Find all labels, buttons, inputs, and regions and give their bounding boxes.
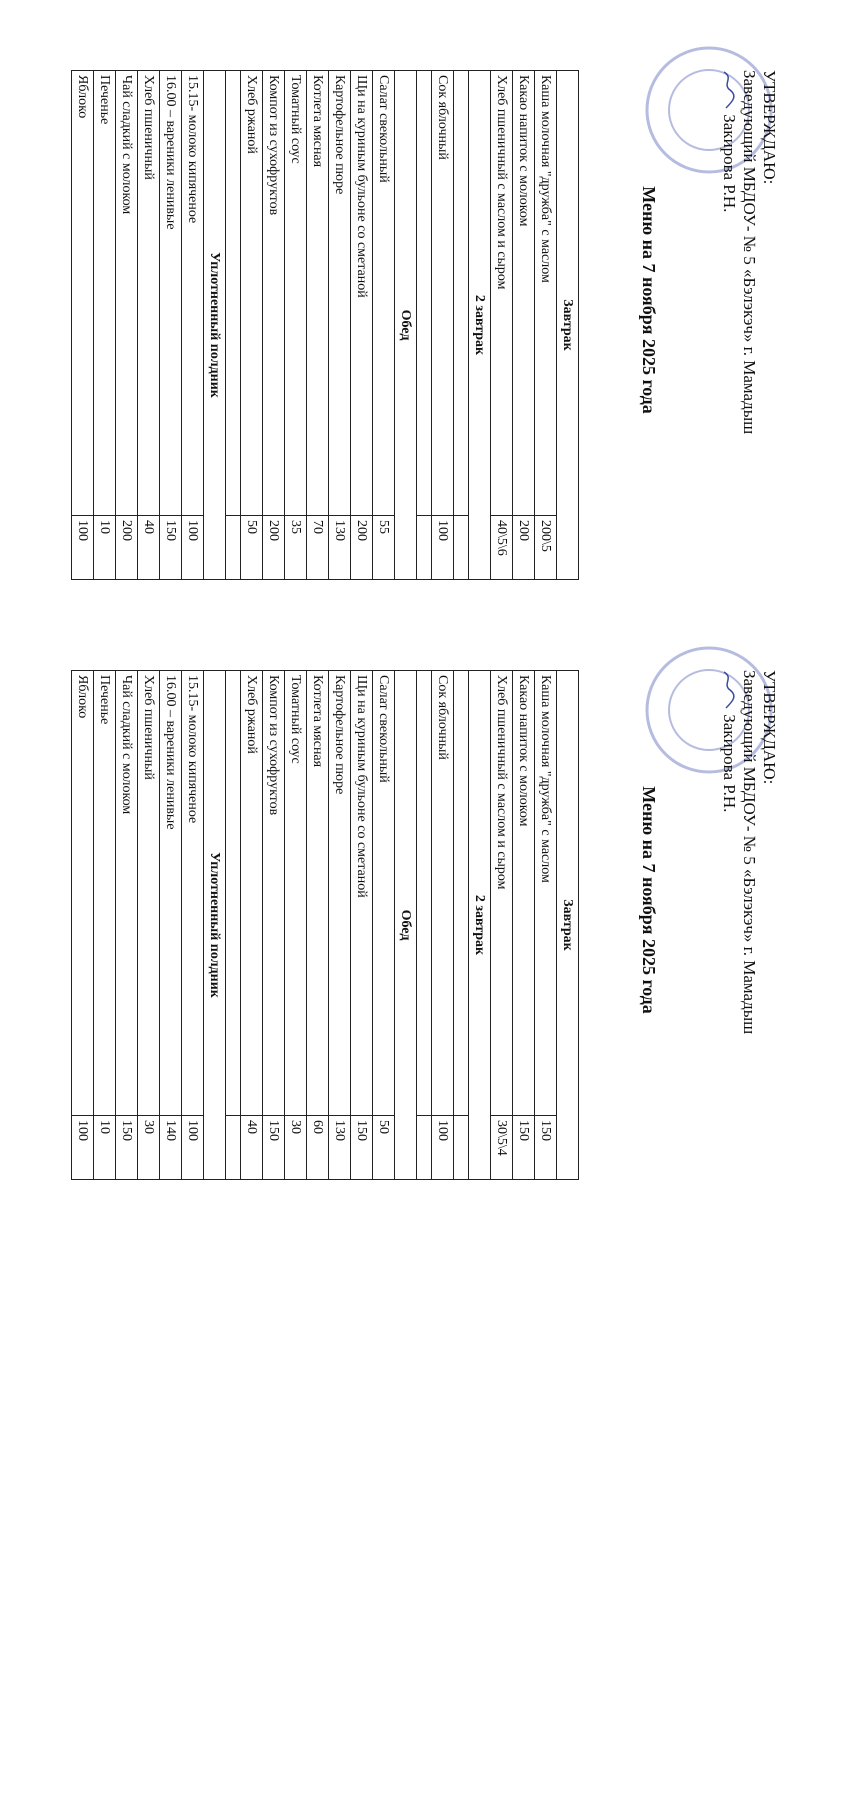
dish-qty: 10	[94, 516, 116, 580]
menu-copy-2	[0, 600, 819, 1800]
section-name: 2 завтрак	[469, 671, 491, 1180]
menu-row	[535, 71, 557, 580]
section-row	[204, 71, 226, 580]
menu-row	[94, 71, 116, 580]
dish-name: Картофельное пюре	[329, 671, 351, 1116]
dish-qty: 130	[329, 1116, 351, 1180]
dish-name: Яблоко	[72, 71, 94, 516]
dish-qty: 100	[182, 516, 204, 580]
dish-name: Хлеб пшеничный	[138, 671, 160, 1116]
menu-row	[307, 671, 329, 1180]
section-name: Уплотненный полдник	[204, 71, 226, 580]
dish-name: Щи на куриным бульоне со сметаной	[351, 71, 373, 516]
dish-qty: 40\5\6	[491, 516, 513, 580]
menu-table	[71, 670, 579, 1180]
signature-icon	[720, 70, 736, 110]
dish-name: Картофельное пюре	[329, 71, 351, 516]
dish-name: Чай сладкий с молоком	[116, 71, 138, 516]
dish-qty: 30\5\4	[491, 1116, 513, 1180]
dish-name: Каша молочная "дружба" с маслом	[535, 671, 557, 1116]
menu-row	[307, 71, 329, 580]
signature-icon	[720, 670, 736, 710]
approval-label: УТВЕРЖДАЮ:	[760, 670, 779, 785]
dish-qty: 10	[94, 1116, 116, 1180]
section-name: Уплотненный полдник	[204, 671, 226, 1180]
dish-name: Яблоко	[72, 671, 94, 1116]
dish-qty: 60	[307, 1116, 329, 1180]
menu-row	[182, 671, 204, 1180]
dish-qty: 150	[263, 1116, 285, 1180]
dish-qty: 140	[160, 1116, 182, 1180]
approval-block	[719, 670, 779, 1190]
dish-name: Котлета мясная	[307, 71, 329, 516]
dish-name: Сок яблочный	[432, 71, 454, 516]
dish-qty: 150	[160, 516, 182, 580]
dish-name: Салат свекольный	[373, 671, 395, 1116]
dish-qty: 70	[307, 516, 329, 580]
menu-row	[535, 671, 557, 1180]
dish-name: Печенье	[94, 71, 116, 516]
section-name: Завтрак	[557, 71, 579, 580]
dish-name: 16.00 – вареники ленивые	[160, 71, 182, 516]
section-name: 2 завтрак	[469, 71, 491, 580]
menu-row	[432, 71, 454, 580]
dish-qty: 130	[329, 516, 351, 580]
dish-qty: 200	[116, 516, 138, 580]
menu-row	[329, 71, 351, 580]
menu-row	[138, 671, 160, 1180]
dish-qty: 100	[432, 516, 454, 580]
menu-title: Меню на 7 ноября 2025 года	[639, 186, 659, 414]
menu-row	[241, 671, 263, 1180]
section-row	[395, 71, 417, 580]
dish-qty: 150	[535, 1116, 557, 1180]
dish-qty: 100	[72, 1116, 94, 1180]
dish-qty: 200\5	[535, 516, 557, 580]
dish-name: Чай сладкий с молоком	[116, 671, 138, 1116]
dish-qty: 30	[138, 1116, 160, 1180]
spacer-row	[226, 71, 241, 580]
approval-block	[719, 70, 779, 590]
dish-qty: 100	[182, 1116, 204, 1180]
dish-qty: 100	[432, 1116, 454, 1180]
dish-qty: 200	[351, 516, 373, 580]
dish-qty: 50	[241, 516, 263, 580]
spacer-row	[417, 671, 432, 1180]
dish-qty: 40	[138, 516, 160, 580]
approval-signer-line	[719, 70, 739, 590]
section-row	[395, 671, 417, 1180]
spacer-row	[226, 671, 241, 1180]
menu-row	[160, 671, 182, 1180]
section-row	[469, 71, 491, 580]
dish-qty: 150	[513, 1116, 535, 1180]
spacer-row	[454, 71, 469, 580]
dish-qty: 55	[373, 516, 395, 580]
dish-name: Сок яблочный	[432, 671, 454, 1116]
dish-name: Томатный соус	[285, 671, 307, 1116]
menu-row	[432, 671, 454, 1180]
dish-name: Хлеб пшеничный	[138, 71, 160, 516]
approval-position: Заведующий МБДОУ- № 5 «Бэлэкэч» г. Мамадыш	[740, 70, 759, 435]
approval-label: УТВЕРЖДАЮ:	[760, 70, 779, 185]
section-row	[557, 71, 579, 580]
menu-row	[263, 71, 285, 580]
dish-qty: 200	[513, 516, 535, 580]
menu-row	[513, 671, 535, 1180]
dish-name: Какао напиток с молоком	[513, 671, 535, 1116]
section-row	[204, 671, 226, 1180]
dish-name: Компот из сухофруктов	[263, 71, 285, 516]
menu-row	[116, 671, 138, 1180]
menu-row	[116, 71, 138, 580]
dish-name: Хлеб ржаной	[241, 671, 263, 1116]
dish-name: Каша молочная "дружба" с маслом	[535, 71, 557, 516]
dish-name: Хлеб пшеничный с маслом и сыром	[491, 71, 513, 516]
dish-name: Котлета мясная	[307, 671, 329, 1116]
section-name: Обед	[395, 71, 417, 580]
dish-qty: 150	[116, 1116, 138, 1180]
menu-row	[491, 71, 513, 580]
section-row	[469, 671, 491, 1180]
menu-row	[351, 671, 373, 1180]
approval-signer: Закирова Р.Н.	[720, 114, 739, 213]
approval-signer: Закирова Р.Н.	[720, 714, 739, 813]
menu-row	[285, 71, 307, 580]
dish-name: 15.15- молоко кипяченое	[182, 671, 204, 1116]
dish-name: Печенье	[94, 671, 116, 1116]
menu-row	[351, 71, 373, 580]
dish-qty: 30	[285, 1116, 307, 1180]
menu-row	[513, 71, 535, 580]
dish-name: Томатный соус	[285, 71, 307, 516]
menu-row	[491, 671, 513, 1180]
menu-row	[160, 71, 182, 580]
spacer-row	[454, 671, 469, 1180]
section-row	[557, 671, 579, 1180]
dish-qty: 200	[263, 516, 285, 580]
dish-name: Какао напиток с молоком	[513, 71, 535, 516]
approval-position: Заведующий МБДОУ- № 5 «Бэлэкэч» г. Мамадыш	[740, 670, 759, 1035]
dish-name: Щи на куриным бульоне со сметаной	[351, 671, 373, 1116]
menu-row	[373, 71, 395, 580]
menu-row	[72, 671, 94, 1180]
dish-qty: 35	[285, 516, 307, 580]
dish-qty: 150	[351, 1116, 373, 1180]
menu-row	[138, 71, 160, 580]
dish-qty: 50	[373, 1116, 395, 1180]
approval-signer-line	[719, 670, 739, 1190]
menu-row	[241, 71, 263, 580]
section-name: Завтрак	[557, 671, 579, 1180]
menu-row	[72, 71, 94, 580]
spacer-row	[417, 71, 432, 580]
dish-name: Салат свекольный	[373, 71, 395, 516]
menu-row	[285, 671, 307, 1180]
menu-table	[71, 70, 579, 580]
menu-row	[329, 671, 351, 1180]
dish-qty: 40	[241, 1116, 263, 1180]
dish-qty: 100	[72, 516, 94, 580]
menu-row	[263, 671, 285, 1180]
dish-name: 16.00 – вареники ленивые	[160, 671, 182, 1116]
menu-row	[94, 671, 116, 1180]
menu-row	[373, 671, 395, 1180]
section-name: Обед	[395, 671, 417, 1180]
menu-row	[182, 71, 204, 580]
dish-name: Хлеб ржаной	[241, 71, 263, 516]
dish-name: 15.15- молоко кипяченое	[182, 71, 204, 516]
dish-name: Компот из сухофруктов	[263, 671, 285, 1116]
dish-name: Хлеб пшеничный с маслом и сыром	[491, 671, 513, 1116]
menu-title: Меню на 7 ноября 2025 года	[639, 786, 659, 1014]
